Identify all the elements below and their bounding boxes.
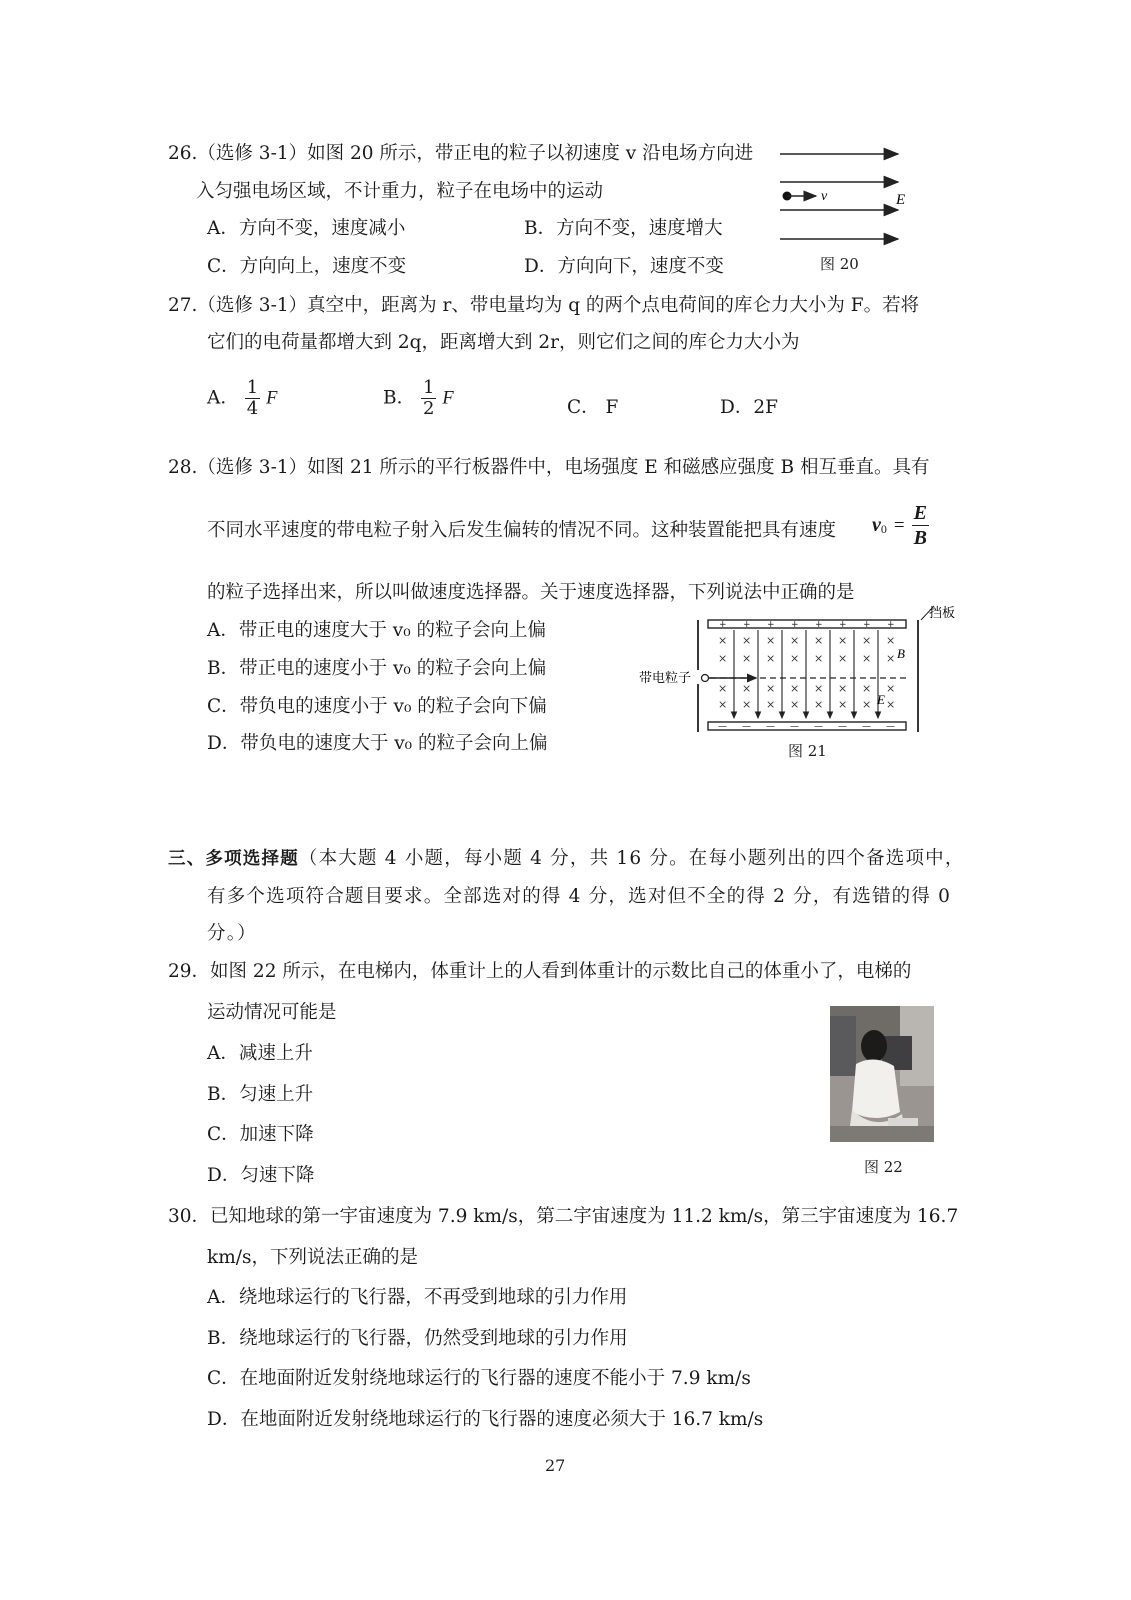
field-grid [718,620,895,732]
baffle-label: 挡板 [929,606,956,621]
q29-option-b: B．匀速上升 [207,1084,314,1105]
q28-option-a: A．带正电的速度大于 v₀ 的粒子会向上偏 [207,620,546,641]
b-field-cross: × [838,698,848,711]
b-field-cross: × [886,682,896,695]
minus-charge-mark: — [790,722,799,732]
b-field-cross: × [862,634,872,647]
b-label: B [897,646,905,661]
b-field-cross: × [862,652,872,665]
q28-stem-line1: 28.（选修 3-1）如图 21 所示的平行板器件中，电场强度 E 和磁感应强度 B 相互垂直。具有 [168,457,930,478]
plus-charge-mark: + [815,620,823,630]
b-field-cross: × [742,682,752,695]
b-field-cross: × [718,682,728,695]
plus-charge-mark: + [887,620,895,630]
q27-option-b: B． $\frac{1}{2}$ F [383,377,454,419]
minus-charge-mark: — [766,722,775,732]
page-number: 27 [545,1456,566,1475]
q28-option-d: D．带负电的速度大于 v₀ 的粒子会向上偏 [207,733,548,754]
b-field-cross: × [838,652,848,665]
e-label: E [877,692,885,707]
top-plate [708,620,906,628]
particle [702,675,709,682]
plus-charge-mark: + [863,620,871,630]
q29-stem-line1: 29．如图 22 所示，在电梯内，体重计上的人看到体重计的示数比自己的体重小了，电梯的 [168,961,912,982]
b-field-cross: × [718,652,728,665]
person-head [861,1030,887,1062]
q26-option-c: C．方向向上，速度不变 [207,256,407,277]
b-field-cross: × [886,698,896,711]
b-field-cross: × [790,634,800,647]
minus-charge-mark: — [838,722,847,732]
figure-21-velocity-selector [636,600,966,742]
q29-option-d: D．匀速下降 [207,1165,315,1186]
q29-option-c: C．加速下降 [207,1124,314,1145]
plus-charge-mark: + [767,620,775,630]
b-field-cross: × [814,652,824,665]
b-field-cross: × [862,682,872,695]
particle-label: 带电粒子 [639,671,692,686]
q30-stem-line2: km/s，下列说法正确的是 [207,1247,418,1268]
figure-20-electric-field [770,140,920,252]
figure-21-caption: 图 21 [788,742,827,760]
minus-charge-mark: — [886,722,895,732]
plus-charge-mark: + [839,620,847,630]
b-field-cross: × [838,682,848,695]
b-field-cross: × [814,698,824,711]
velocity-label: v [821,189,828,204]
b-field-cross: × [766,682,776,695]
b-field-cross: × [862,698,872,711]
q29-option-a: A．减速上升 [207,1043,313,1064]
minus-charge-mark: — [862,722,871,732]
section-3-heading-line1: 三、多项选择题（本大题 4 小题，每小题 4 分，共 16 分。在每小题列出的四个备选项中， [168,848,965,869]
b-field-cross: × [766,652,776,665]
q27-stem-line1: 27.（选修 3-1）真空中，距离为 r、带电量均为 q 的两个点电荷间的库仑力大小为 F。若将 [168,295,920,316]
b-field-cross: × [790,652,800,665]
plus-charge-mark: + [791,620,799,630]
plus-charge-mark: + [743,620,751,630]
q27-option-c: C． F [567,397,619,418]
figure-20-caption: 图 20 [820,255,859,273]
minus-charge-mark: — [814,722,823,732]
q26-option-a: A．方向不变，速度减小 [207,218,406,239]
q26-option-d: D．方向向下，速度不变 [524,256,724,277]
minus-charge-mark: — [718,722,727,732]
b-field-cross: × [886,652,896,665]
q27-option-d: D．2F [720,397,778,418]
q26-stem-line1: 26.（选修 3-1）如图 20 所示，带正电的粒子以初速度 v 沿电场方向进 [168,143,754,164]
b-field-cross: × [790,682,800,695]
b-field-cross: × [814,634,824,647]
fraction-one-quarter: $\frac{1}{4}$ [246,377,259,419]
q26-stem-line2: 入匀强电场区域，不计重力，粒子在电场中的运动 [196,181,604,202]
q28-formula-v0-equals-e-over-b: $v_0$ = $\frac{E}{B}$ [872,502,927,549]
section-3-heading-line3: 分。） [207,923,257,944]
b-field-cross: × [838,634,848,647]
figure-22-caption: 图 22 [864,1158,903,1176]
q30-stem-line1: 30．已知地球的第一宇宙速度为 7.9 km/s，第二宇宙速度为 11.2 km/s，第三宇宙速度为 16.7 [168,1206,959,1227]
field-e-label: E [896,192,906,208]
b-field-cross: × [886,634,896,647]
q30-option-c: C．在地面附近发射绕地球运行的飞行器的速度不能小于 7.9 km/s [207,1368,751,1389]
bottom-plate [708,722,906,730]
person-body [852,1059,900,1118]
b-field-cross: × [718,698,728,711]
q28-stem-line3: 的粒子选择出来，所以叫做速度选择器。关于速度选择器，下列说法中正确的是 [207,582,855,603]
b-field-cross: × [718,634,728,647]
q29-stem-line2: 运动情况可能是 [207,1002,337,1023]
b-field-cross: × [742,634,752,647]
b-field-cross: × [742,698,752,711]
q30-option-d: D．在地面附近发射绕地球运行的飞行器的速度必须大于 16.7 km/s [207,1409,764,1430]
b-field-cross: × [742,652,752,665]
b-field-cross: × [766,698,776,711]
plus-charge-mark: + [719,620,727,630]
q28-stem-line2: 不同水平速度的带电粒子射入后发生偏转的情况不同。这种装置能把具有速度 [207,520,837,541]
q27-stem-line2: 它们的电荷量都增大到 2q，距离增大到 2r，则它们之间的库仑力大小为 [207,332,800,353]
section-3-title: 三、多项选择题 [168,849,299,869]
b-field-cross: × [790,698,800,711]
figure-22-photo [830,1006,934,1142]
b-field-cross: × [814,682,824,695]
b-field-cross: × [766,634,776,647]
section-3-heading-line2: 有多个选项符合题目要求。全部选对的得 4 分，选对但不全的得 2 分，有选错的得 0 [207,886,952,907]
q26-option-b: B．方向不变，速度增大 [524,218,723,239]
q28-option-c: C．带负电的速度小于 v₀ 的粒子会向下偏 [207,696,547,717]
fraction-one-half: $\frac{1}{2}$ [423,377,435,419]
q30-option-a: A．绕地球运行的飞行器，不再受到地球的引力作用 [207,1287,628,1308]
minus-charge-mark: — [742,722,751,732]
q27-option-a: A． $\frac{1}{4}$ F [207,377,278,419]
q28-option-b: B．带正电的速度小于 v₀ 的粒子会向上偏 [207,658,547,679]
q30-option-b: B．绕地球运行的飞行器，仍然受到地球的引力作用 [207,1328,628,1349]
